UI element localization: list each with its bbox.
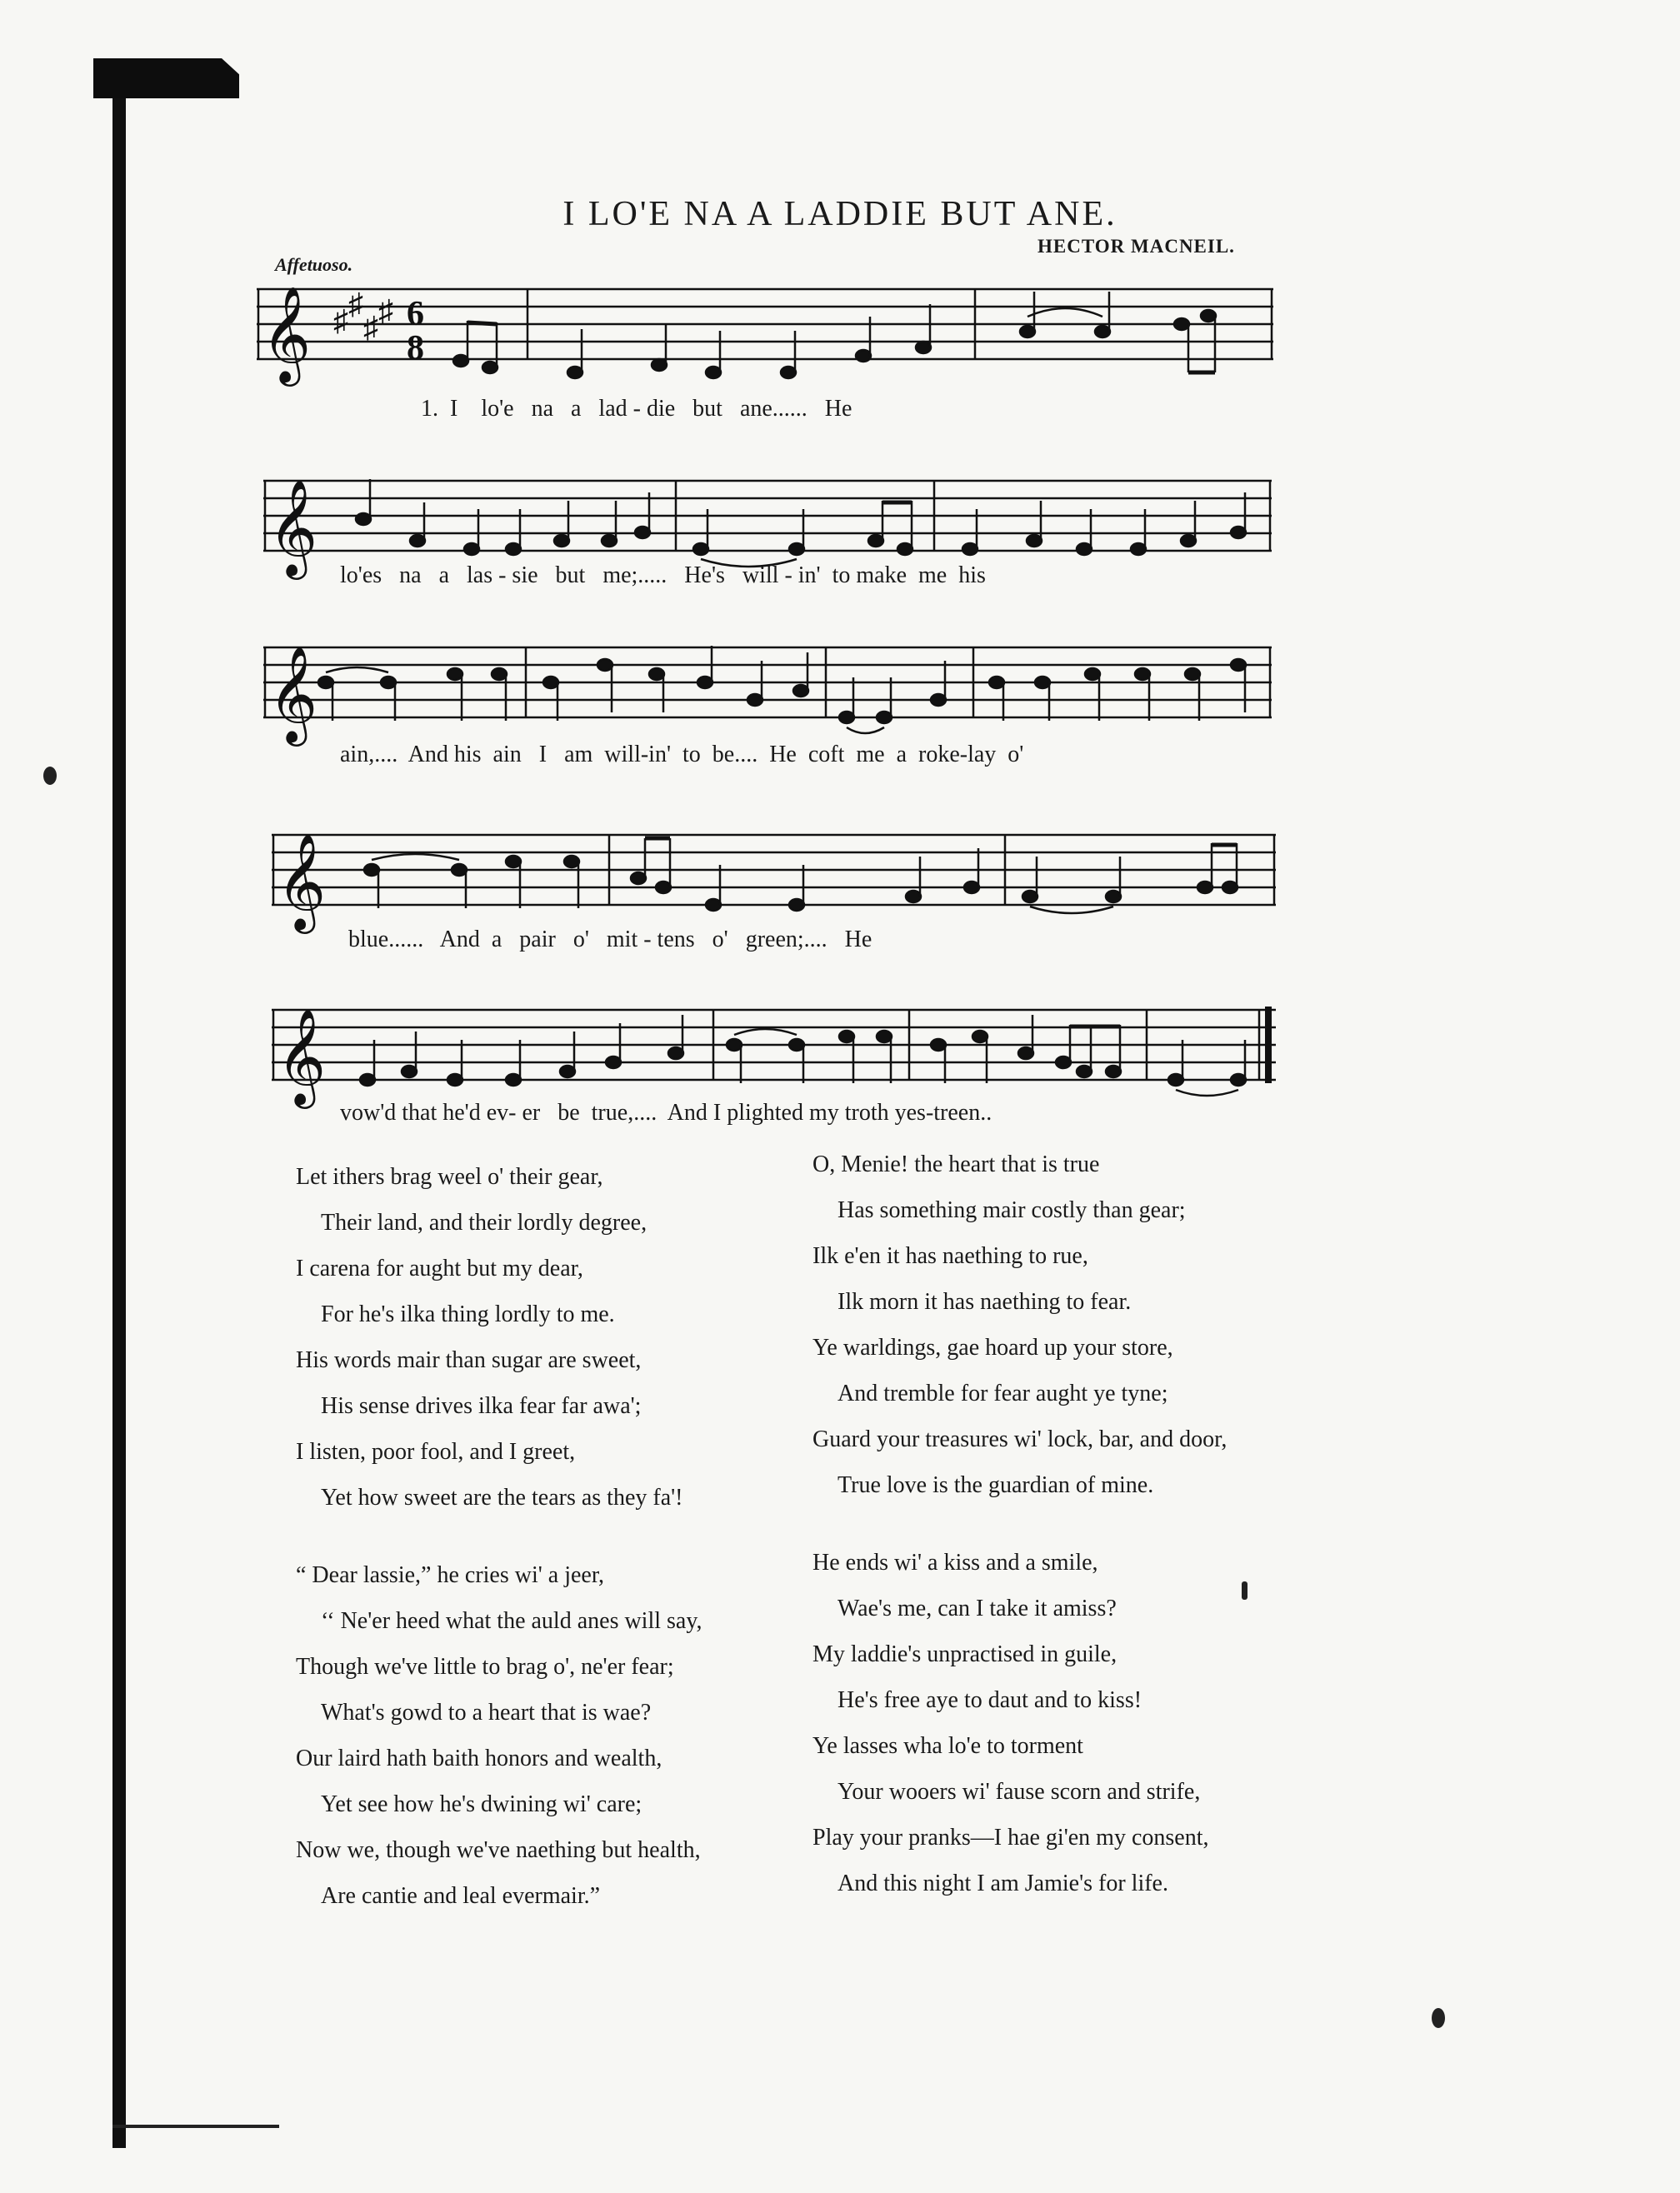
- verse-line: I carena for aught but my dear,: [296, 1256, 583, 1281]
- verse-line: For he's ilka thing lordly to me.: [321, 1301, 615, 1327]
- svg-text:𝄞: 𝄞: [268, 478, 318, 576]
- verse-line: O, Menie! the heart that is true: [812, 1151, 1100, 1177]
- verse-line: Ye warldings, gae hoard up your store,: [812, 1335, 1173, 1361]
- verse-line: Play your pranks—I hae gi'en my consent,: [812, 1825, 1209, 1851]
- svg-text:♯: ♯: [333, 304, 348, 337]
- tempo-marking: Affetuoso.: [275, 254, 353, 275]
- scan-speck: [1432, 2008, 1445, 2028]
- verse-line: What's gowd to a heart that is wae?: [321, 1700, 652, 1726]
- verse-line: Our laird hath baith honors and wealth,: [296, 1746, 662, 1771]
- verse-line: I listen, poor fool, and I greet,: [296, 1439, 576, 1465]
- verse-line: And this night I am Jamie's for life.: [838, 1871, 1168, 1896]
- svg-text:𝄞: 𝄞: [268, 645, 318, 742]
- verse-line: Ilk morn it has naething to fear.: [838, 1289, 1132, 1315]
- verse-line: Though we've little to brag o', ne'er fear;: [296, 1654, 674, 1680]
- verse-line: His words mair than sugar are sweet,: [296, 1347, 642, 1373]
- verse-line: “ Dear lassie,” he cries wi' a jeer,: [296, 1562, 605, 1588]
- composer-credit: HECTOR MACNEIL.: [1038, 236, 1235, 257]
- verse-line: Has something mair costly than gear;: [838, 1197, 1186, 1223]
- verse-line: And tremble for fear aught ye tyne;: [838, 1381, 1168, 1406]
- svg-text:♯: ♯: [378, 294, 393, 327]
- verse-line: My laddie's unpractised in guile,: [812, 1641, 1118, 1667]
- lyrics-line-4: blue...... And a pair o' mit - tens o' green;.... He: [348, 927, 872, 952]
- verse-line: His sense drives ilka fear far awa';: [321, 1393, 642, 1419]
- lyrics-line-5: vow'd that he'd ev- er be true,.... And I plighted my troth yes-treen..: [340, 1100, 992, 1126]
- verse-line: Guard your treasures wi' lock, bar, and door,: [812, 1426, 1228, 1452]
- lyrics-line-1: 1. I lo'e na a lad - die but ane...... He: [421, 396, 852, 422]
- scan-speck: [1242, 1581, 1248, 1600]
- verse-line: Your wooers wi' fause scorn and strife,: [838, 1779, 1201, 1805]
- time-signature-bottom: 8: [407, 329, 424, 367]
- svg-text:𝄞: 𝄞: [262, 285, 312, 382]
- svg-text:♯: ♯: [348, 287, 363, 321]
- scan-speck: [43, 767, 57, 785]
- svg-text:♯: ♯: [363, 311, 378, 344]
- lyrics-line-3: ain,.... And his ain I am will-in' to be.... He coft me a roke-lay o': [340, 742, 1024, 767]
- binding-tape: [112, 98, 126, 2148]
- verse-line: Their land, and their lordly degree,: [321, 1210, 648, 1236]
- verse-line: Ye lasses wha lo'e to torment: [812, 1733, 1083, 1759]
- verse-line: Wae's me, can I take it amiss?: [838, 1596, 1117, 1621]
- verse-line: True love is the guardian of mine.: [838, 1472, 1154, 1498]
- verse-right-column: [812, 1141, 1227, 1906]
- verse-line: Yet how sweet are the tears as they fa'!: [321, 1485, 683, 1511]
- verse-line: Now we, though we've naething but health,: [296, 1837, 701, 1863]
- binding-tape-foot: [112, 2125, 279, 2128]
- verse-line: He's free aye to daut and to kiss!: [838, 1687, 1142, 1713]
- verse-left-column: [296, 1154, 702, 1919]
- verse-line: Are cantie and leal evermair.”: [321, 1883, 601, 1909]
- binding-tape-top: [93, 58, 239, 98]
- song-title: I LO'E NA A LADDIE BUT ANE.: [562, 195, 1118, 234]
- time-signature-top: 6: [407, 295, 424, 333]
- verse-line: Ilk e'en it has naething to rue,: [812, 1243, 1088, 1269]
- music-staff-1: [257, 279, 1282, 404]
- verse-line: Yet see how he's dwining wi' care;: [321, 1791, 642, 1817]
- verse-line: ‘‘ Ne'er heed what the auld anes will say,: [321, 1608, 702, 1634]
- svg-text:𝄞: 𝄞: [277, 832, 327, 930]
- verse-line: Let ithers brag weel o' their gear,: [296, 1164, 603, 1190]
- verse-line: He ends wi' a kiss and a smile,: [812, 1550, 1098, 1576]
- svg-text:𝄞: 𝄞: [277, 1007, 327, 1105]
- lyrics-line-2: lo'es na a las - sie but me;..... He's will - in' to make me his: [340, 562, 986, 588]
